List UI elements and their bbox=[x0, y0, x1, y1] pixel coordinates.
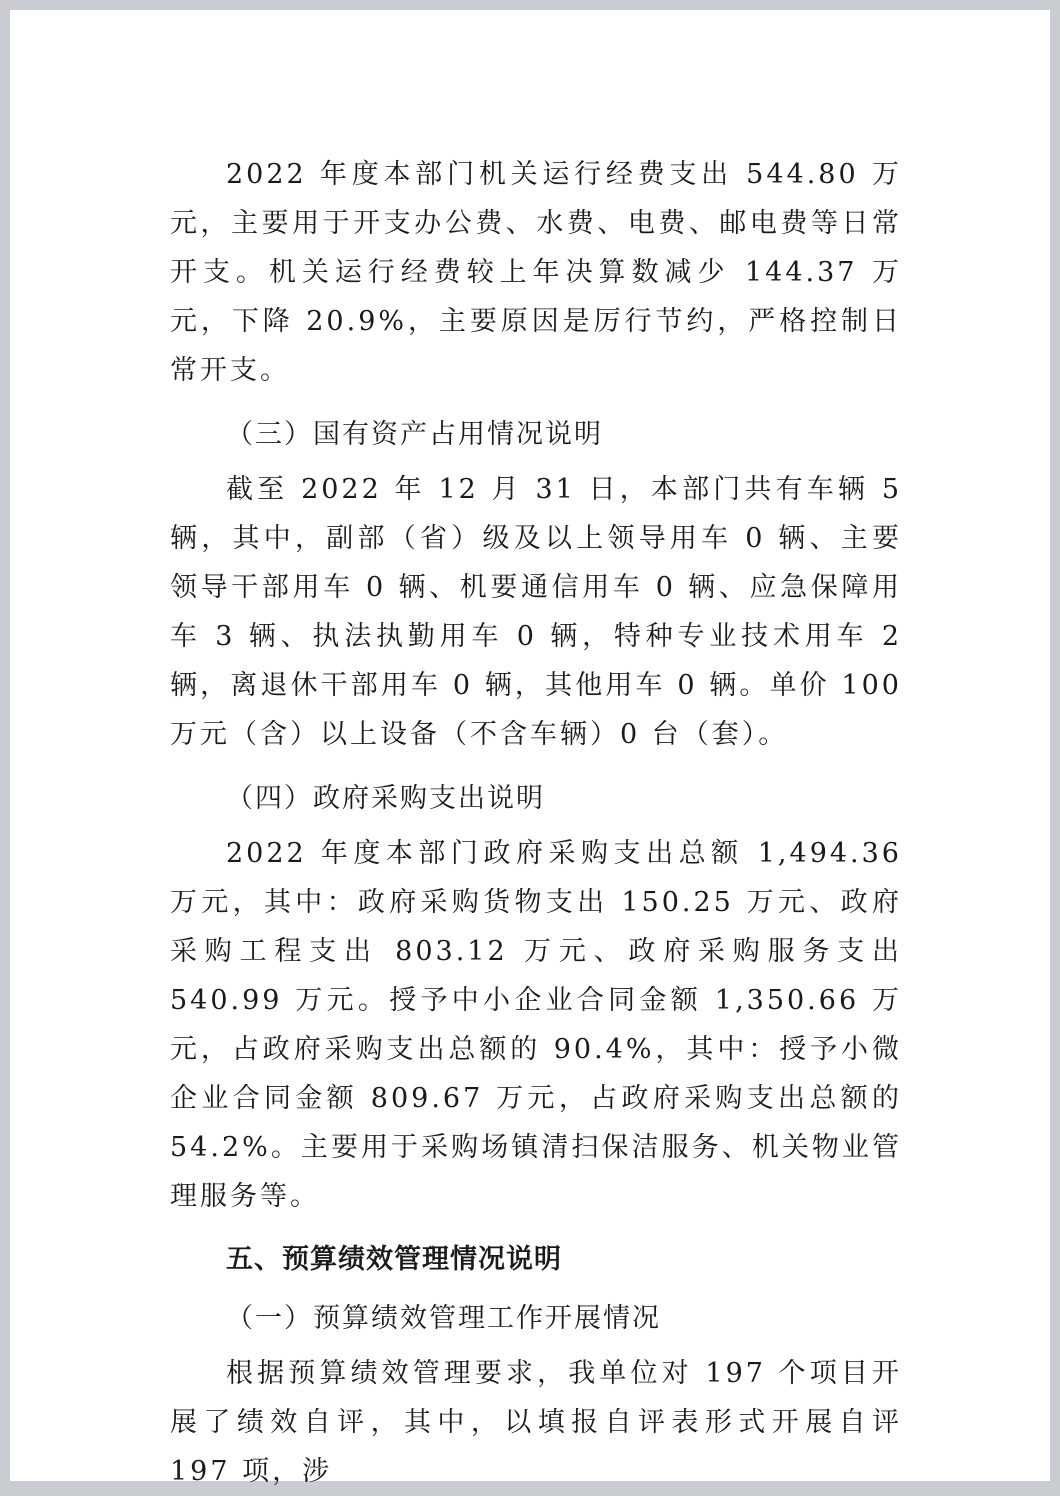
paragraph-operating-expenses: 2022 年度本部门机关运行经费支出 544.80 万元，主要用于开支办公费、水费、电费、邮电费等日常开支。机关运行经费较上年决算数减少 144.37 万元，下降 20.9%，主要原因是厉行节约，严格控制日常开支。 bbox=[170, 159, 902, 386]
paragraph-self-evaluation: 根据预算绩效管理要求，我单位对 197 个项目开展了绩效自评，其中，以填报自评表形式开展自评 197 项，涉 bbox=[170, 1358, 902, 1487]
subheading-state-assets: （三）国有资产占用情况说明 bbox=[226, 419, 603, 450]
section-heading-performance: 五、预算绩效管理情况说明 bbox=[226, 1244, 562, 1275]
paragraph-vehicles: 截至 2022 年 12 月 31 日，本部门共有车辆 5 辆，其中，副部（省）级及以上领导用车 0 辆、主要领导干部用车 0 辆、机要通信用车 0 辆、应急保障用车 3 辆、执法执勤用车 0 辆，特种专业技术用车 2 辆，离退休干部用车 0 辆，其他用车 0 辆。单价 100 万元（含）以上设备（不含车辆）0 台（套）。 bbox=[170, 474, 902, 750]
paragraph-procurement: 2022 年度本部门政府采购支出总额 1,494.36 万元，其中：政府采购货物支出 150.25 万元、政府采购工程支出 803.12 万元、政府采购服务支出 540.99 万元。授予中小企业合同金额 1,350.66 万元，占政府采购支出总额的 90.4%，其中：授予小微企业合同金额 809.67 万元，占政府采购支出总额的 54.2%。主要用于采购场镇清扫保洁服务、机关物业管理服务等。 bbox=[170, 838, 902, 1212]
document-body bbox=[170, 150, 902, 1496]
subheading-performance-work: （一）预算绩效管理工作开展情况 bbox=[226, 1303, 661, 1334]
document-page bbox=[10, 10, 1050, 1487]
subheading-procurement: （四）政府采购支出说明 bbox=[226, 783, 545, 814]
